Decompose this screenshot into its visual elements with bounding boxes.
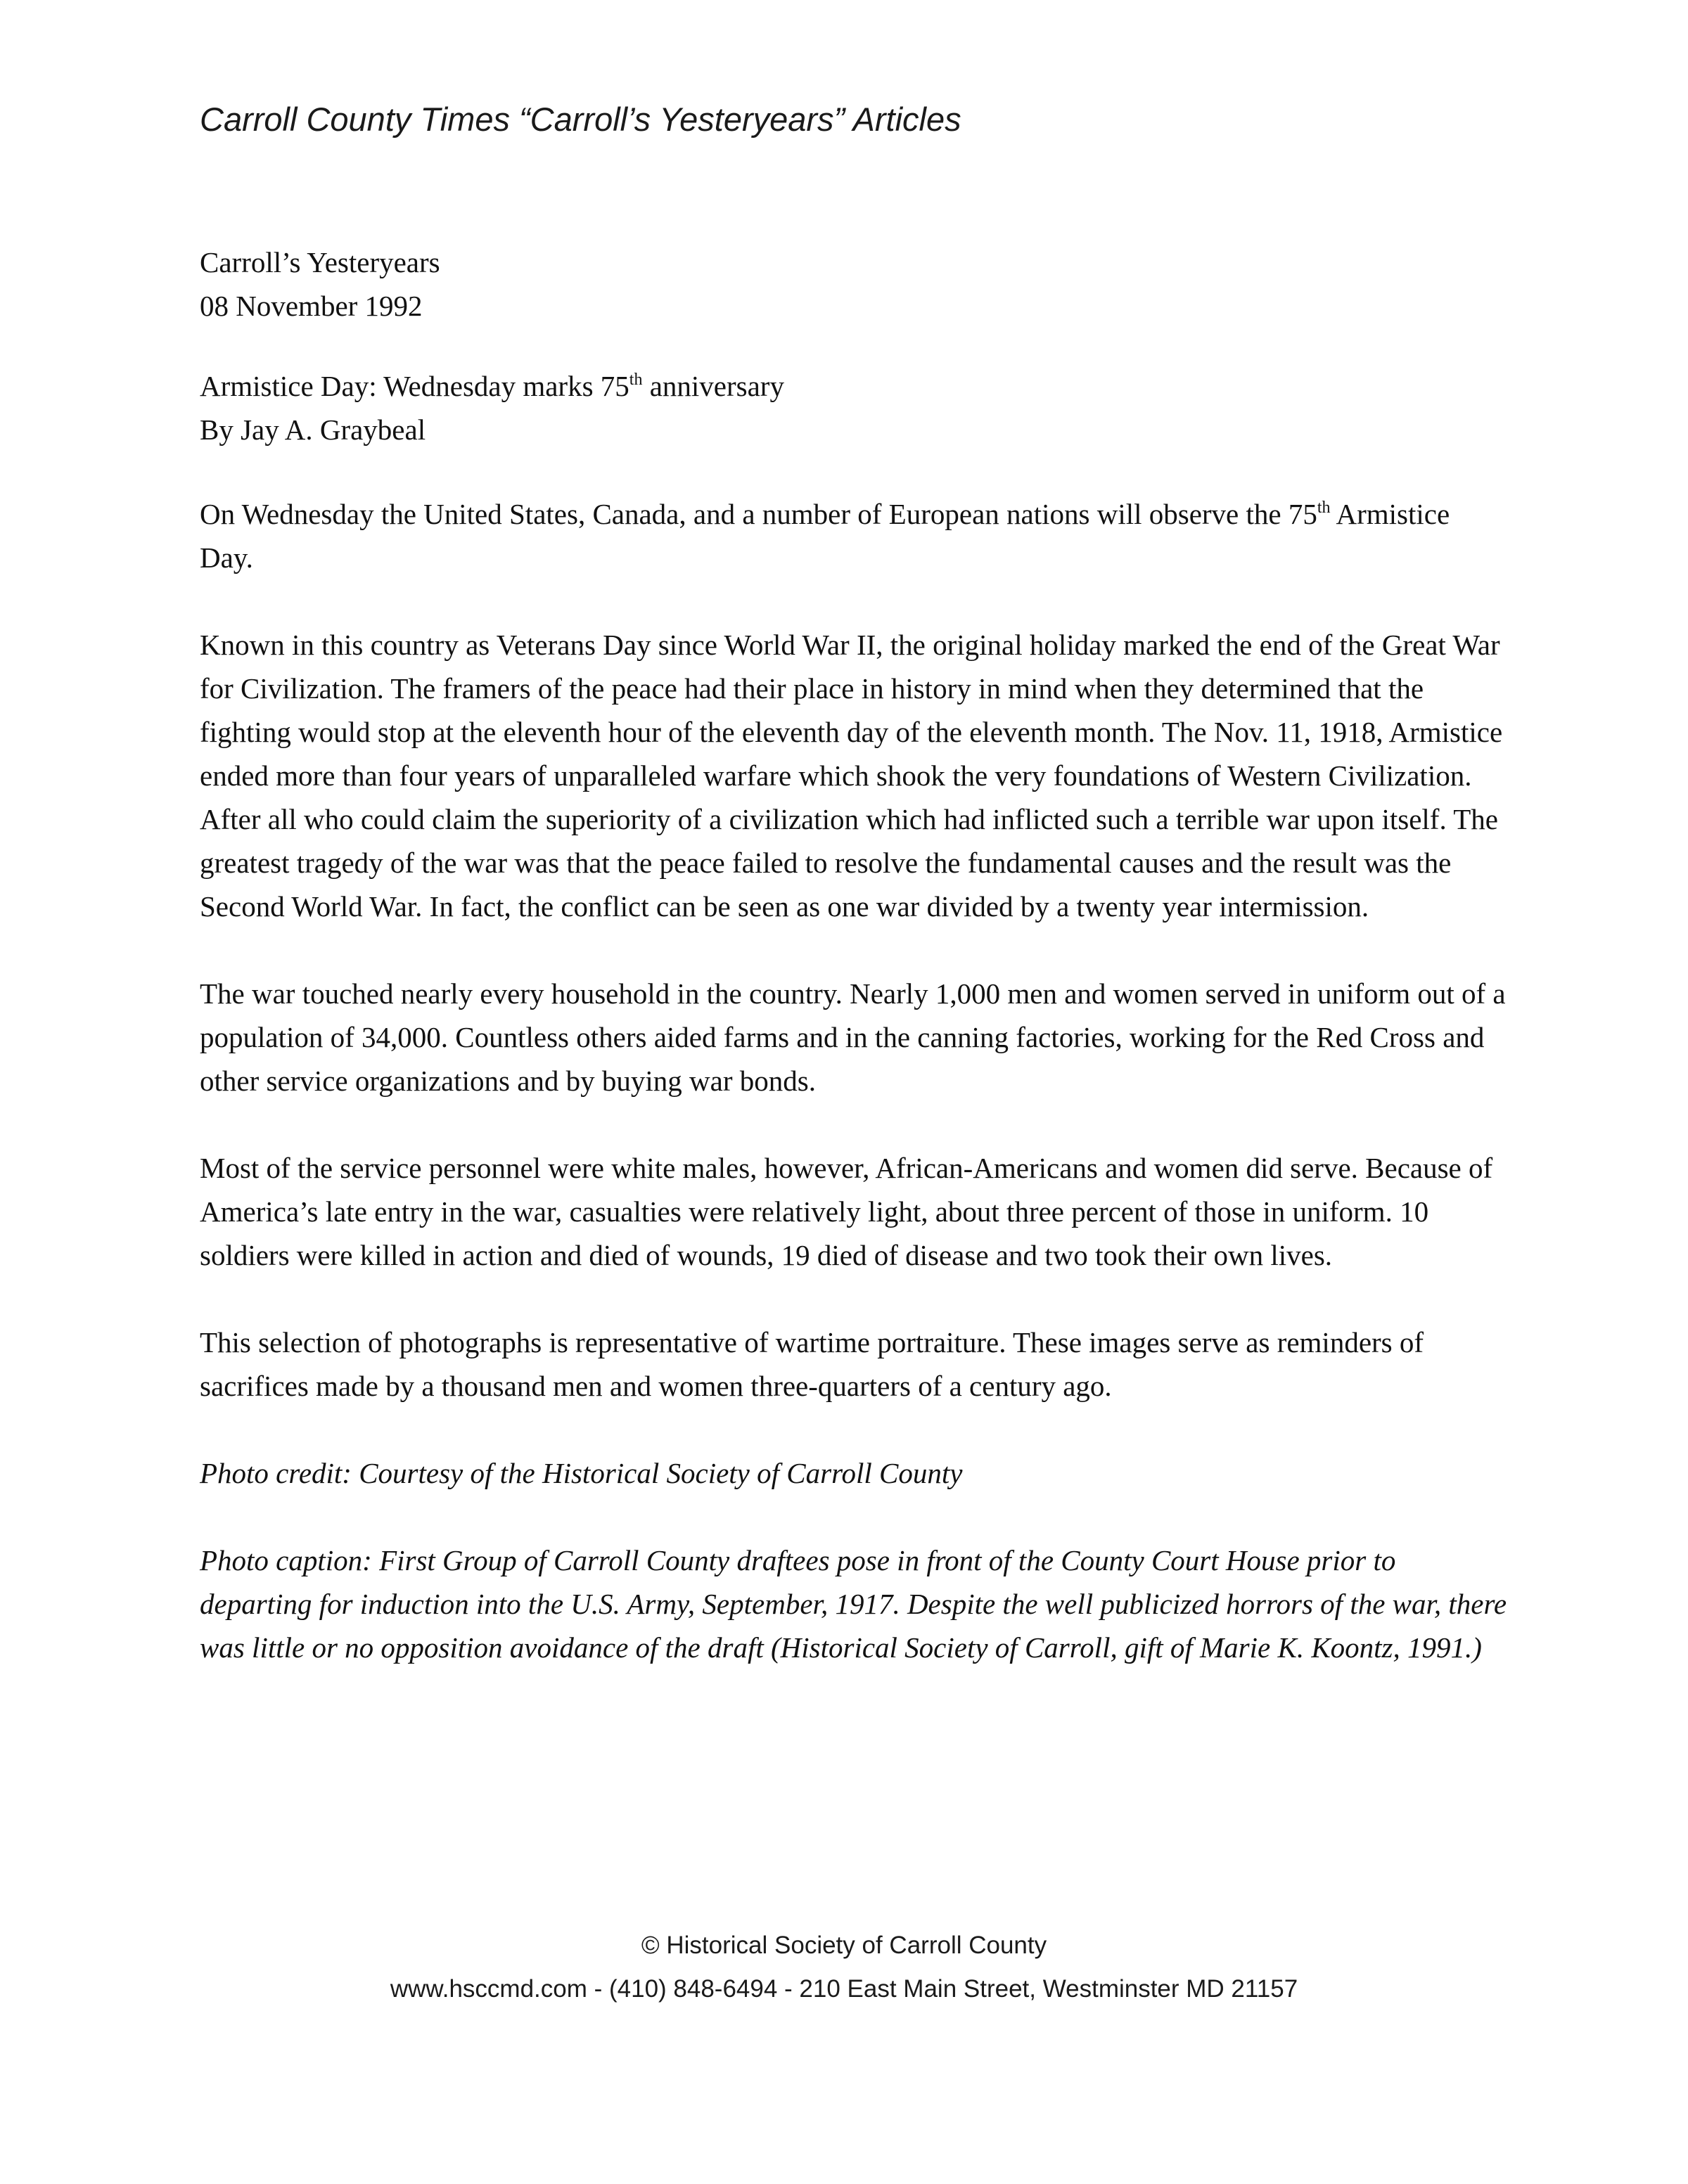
headline-title-tail: anniversary xyxy=(642,370,784,402)
headline-title-text: Armistice Day: Wednesday marks 75 xyxy=(200,370,629,402)
page-header-title: Carroll County Times “Carroll’s Yesteryears” Articles xyxy=(200,101,961,138)
article-headline xyxy=(200,364,1508,451)
headline-title xyxy=(200,364,1508,408)
photo-caption: Photo caption: First Group of Carroll County draftees pose in front of the County Court House prior to departing for induction into the U.S. Army, September, 1917. Despite the well publicized horrors of the war, there was little or no opposition avoidance of the draft (Historical Society of Carroll, gift of Marie K. Koontz, 1991.) xyxy=(200,1544,1507,1664)
body-paragraph: Most of the service personnel were white males, however, African-Americans and women did serve. Because of America’s late entry in the war, casualties were relatively light, about three percent of those in uniform. 10 soldiers were killed in action and died of wounds, 19 died of disease and two took their own lives. xyxy=(200,1152,1493,1271)
article-meta xyxy=(200,240,1508,328)
photo-credit: Photo credit: Courtesy of the Historical Society of Carroll County xyxy=(200,1457,963,1489)
footer-contact: www.hsccmd.com - (410) 848-6494 - 210 East Main Street, Westminster MD 21157 xyxy=(390,1975,1298,2003)
intro-tail: Armistice Day. xyxy=(200,498,1450,574)
intro-text: On Wednesday the United States, Canada, and a number of European nations will observe the 75 xyxy=(200,498,1317,530)
publication-date: 08 November 1992 xyxy=(200,290,423,322)
body-paragraph: This selection of photographs is representative of wartime portraiture. These images serve as reminders of sacrifices made by a thousand men and women three-quarters of a century ago. xyxy=(200,1326,1424,1402)
intro-superscript: th xyxy=(1317,499,1331,517)
article xyxy=(200,240,1508,1713)
column-name: Carroll’s Yesteryears xyxy=(200,246,440,278)
byline: By Jay A. Graybeal xyxy=(200,413,426,446)
intro-paragraph xyxy=(200,492,1508,579)
headline-superscript: th xyxy=(629,371,643,389)
body-paragraph: Known in this country as Veterans Day since World War II, the original holiday marked the end of the Great War for Civilization. The framers of the peace had their place in history in mind when they determined that the fighting would stop at the eleventh hour of the eleventh day of the eleventh month. The Nov. 11, 1918, Armistice ended more than four years of unparalleled warfare which shook the very foundations of Western Civilization. After all who could claim the superiority of a civilization which had inflicted such a terrible war upon itself. The greatest tragedy of the war was that the peace failed to resolve the fundamental causes and the result was the Second World War. In fact, the conflict can be seen as one war divided by a twenty year intermission. xyxy=(200,629,1503,923)
body-paragraph: The war touched nearly every household in the country. Nearly 1,000 men and women served in uniform out of a population of 34,000. Countless others aided farms and in the canning factories, working for the Red Cross and other service organizations and by buying war bonds. xyxy=(200,977,1506,1097)
footer-copyright: © Historical Society of Carroll County xyxy=(641,1932,1047,1959)
page-footer xyxy=(0,1924,1688,2011)
